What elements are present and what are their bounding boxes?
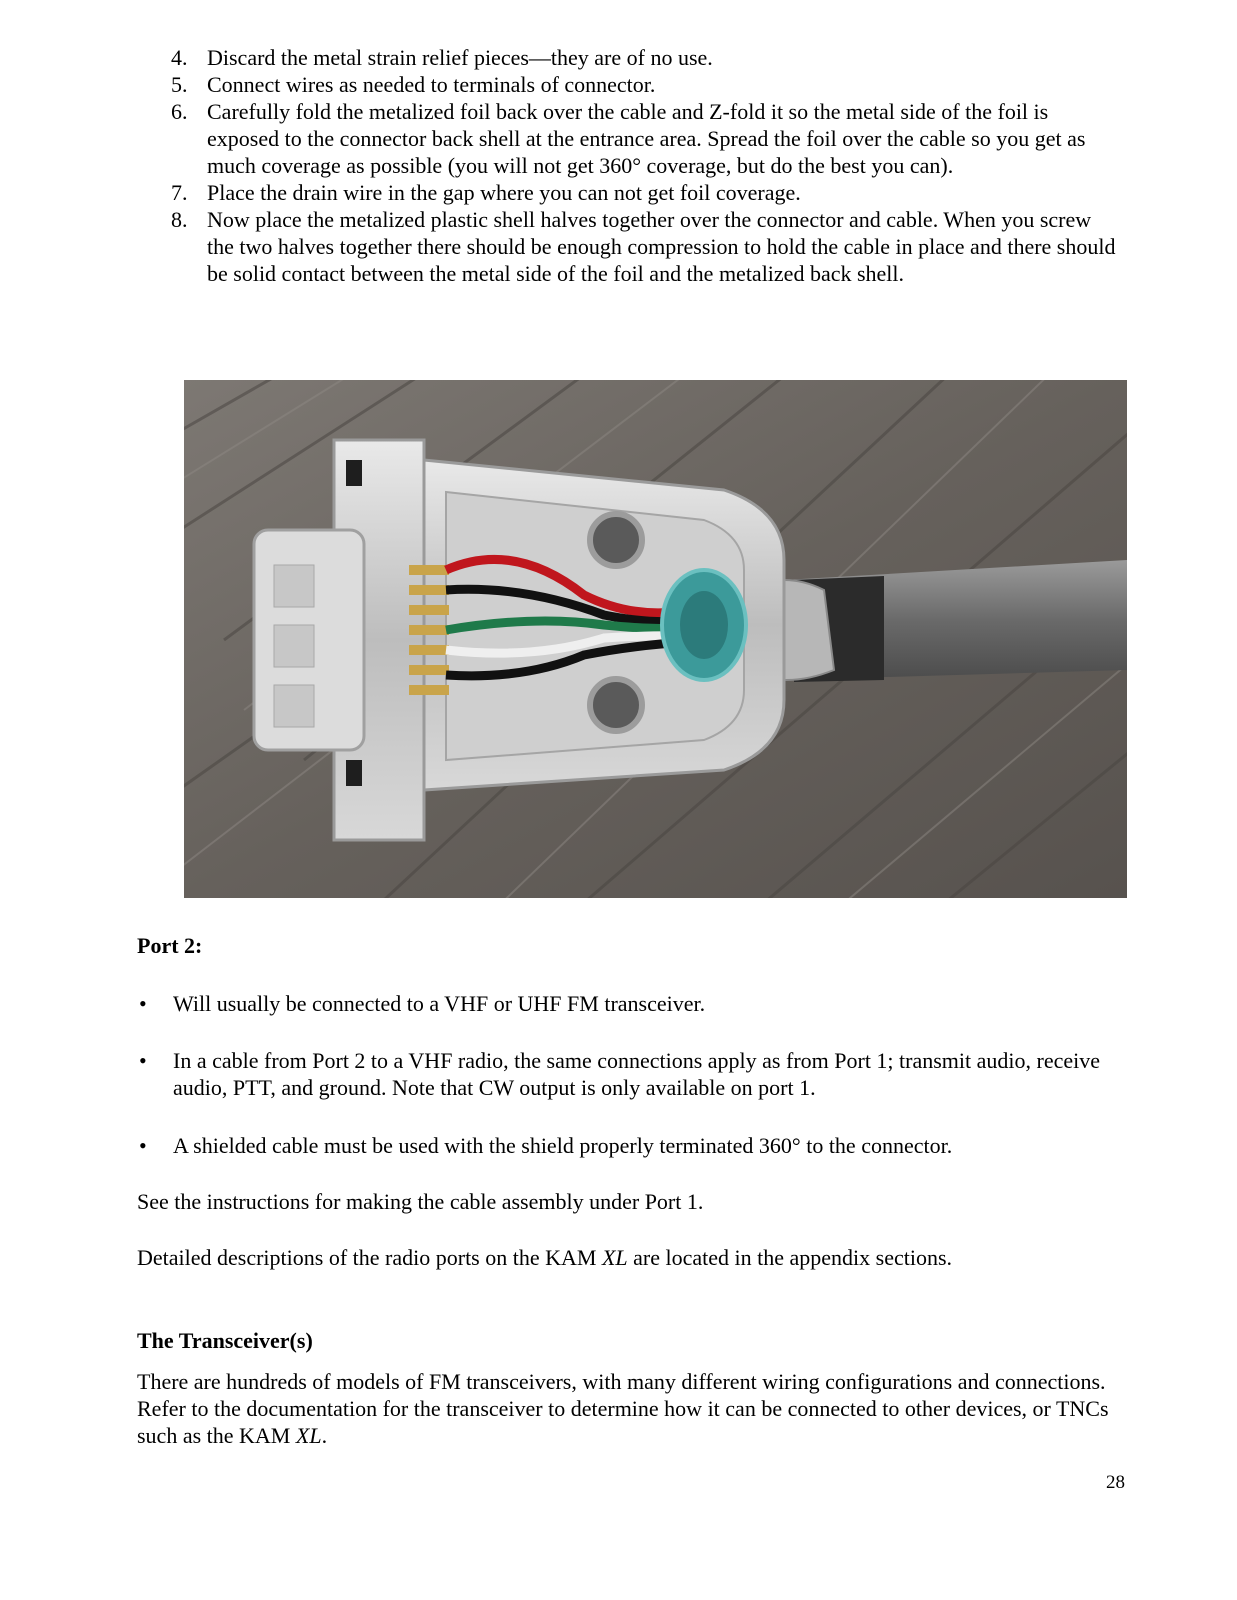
step-text: Connect wires as needed to terminals of connector. <box>207 72 656 97</box>
step-number: 4. <box>171 45 188 70</box>
port2-bullet-list <box>137 990 1122 1017</box>
list-item <box>137 1132 1122 1159</box>
list-item <box>137 1047 1122 1101</box>
step-text: Place the drain wire in the gap where you can not get foil coverage. <box>207 180 801 205</box>
step-number: 5. <box>171 72 188 97</box>
transceiver-paragraph <box>137 1368 1122 1449</box>
connector-photo <box>184 380 1127 898</box>
assembly-steps-list <box>171 44 1116 287</box>
step-item <box>171 98 1116 179</box>
bullet-text: Will usually be connected to a VHF or UHF FM transceiver. <box>173 991 706 1016</box>
step-number: 8. <box>171 207 188 232</box>
step-number: 7. <box>171 180 188 205</box>
list-item <box>137 990 1122 1017</box>
paragraph-text: are located in the appendix sections. <box>627 1245 953 1270</box>
product-suffix: XL <box>295 1423 322 1448</box>
step-text: Now place the metalized plastic shell halves together over the connector and cable. When you screw the two halves together there should be enough compression to hold the cable in place and there should be solid contact between the metal side of the foil and the metalized back shell. <box>207 207 1116 286</box>
connector-illustration <box>184 380 1127 898</box>
bullet-text: In a cable from Port 2 to a VHF radio, the same connections apply as from Port 1; transmit audio, receive audio, PTT, and ground. Note that CW output is only available on port 1. <box>173 1048 1101 1100</box>
step-item <box>171 206 1116 287</box>
page-number: 28 <box>1106 1472 1125 1493</box>
detailed-descriptions-paragraph <box>137 1244 1122 1271</box>
paragraph-text: Detailed descriptions of the radio ports on the KAM <box>137 1245 602 1270</box>
product-suffix: XL <box>601 1245 628 1270</box>
paragraph-text: . <box>321 1423 328 1448</box>
step-item <box>171 179 1116 206</box>
step-number: 6. <box>171 99 188 124</box>
port2-bullet-list <box>137 1047 1122 1101</box>
bullet-marker: • <box>139 991 147 1016</box>
step-item <box>171 44 1116 71</box>
port2-bullet-list <box>137 1132 1122 1159</box>
paragraph-text: There are hundreds of models of FM transceivers, with many different wiring configurations and connections. Refer to the documentation for the transceiver to determine how it can be connected to other devices, or TNCs such as the KAM <box>137 1369 1109 1448</box>
bullet-text: A shielded cable must be used with the shield properly terminated 360° to the connector. <box>173 1133 953 1158</box>
bullet-marker: • <box>139 1048 147 1073</box>
bullet-marker: • <box>139 1133 147 1158</box>
step-text: Discard the metal strain relief pieces—they are of no use. <box>207 45 713 70</box>
step-item <box>171 71 1116 98</box>
transceiver-heading: The Transceiver(s) <box>137 1328 313 1353</box>
see-instructions-paragraph: See the instructions for making the cable assembly under Port 1. <box>137 1189 704 1214</box>
port2-heading: Port 2: <box>137 933 203 958</box>
step-text: Carefully fold the metalized foil back over the cable and Z-fold it so the metal side of the foil is exposed to the connector back shell at the entrance area. Spread the foil over the cable so you get as much coverage as possible (you will not get 360° coverage, but do the best you can). <box>207 99 1086 178</box>
